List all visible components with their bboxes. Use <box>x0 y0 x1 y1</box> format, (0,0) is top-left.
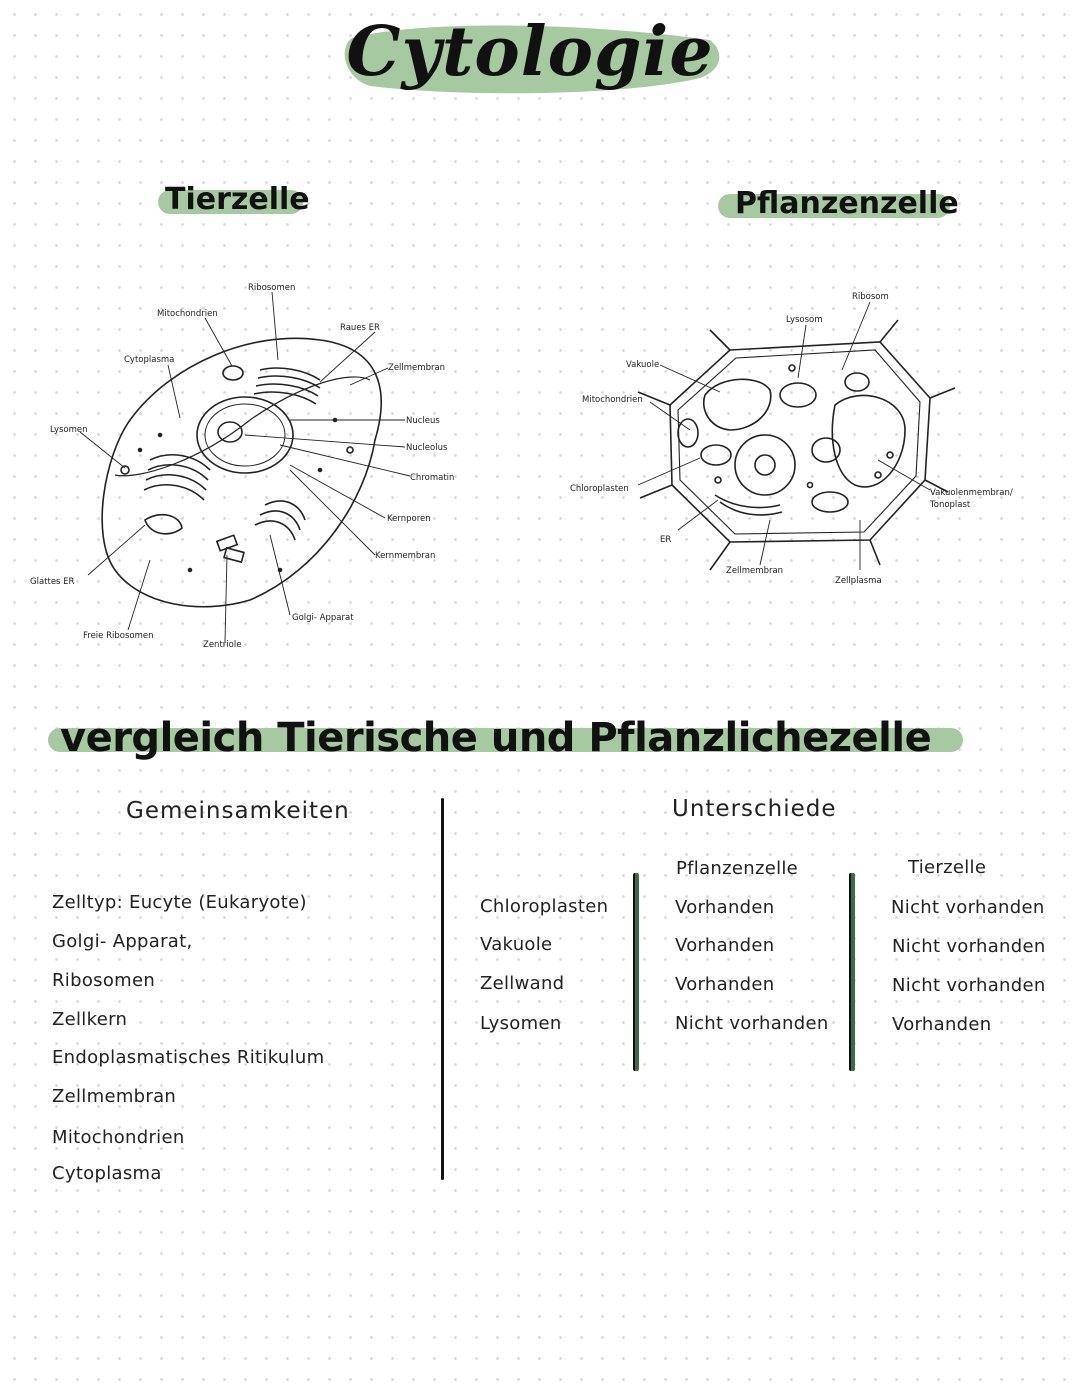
label-kernporen: Kernporen <box>387 514 431 524</box>
common-item: Ribosomen <box>52 970 156 991</box>
title-block <box>330 0 730 110</box>
label-nucleus: Nucleus <box>406 416 440 426</box>
label-chromatin: Chromatin <box>410 473 455 483</box>
feature-cell: Zellwand <box>480 973 565 994</box>
animal-cell-value: Nicht vorhanden <box>892 975 1046 996</box>
column-divider <box>441 798 444 1180</box>
label-raues-er: Raues ER <box>340 323 380 333</box>
animal-cell-diagram <box>20 270 480 670</box>
common-item: Golgi- Apparat, <box>52 931 193 952</box>
plant-cell-value: Vorhanden <box>675 974 775 995</box>
common-item: Zellkern <box>52 1009 128 1030</box>
animal-cell-value: Nicht vorhanden <box>891 897 1045 918</box>
common-item: Zelltyp: Eucyte (Eukaryote) <box>52 892 307 913</box>
label-golgi: Golgi- Apparat <box>292 613 354 623</box>
common-item: Endoplasmatisches Ritikulum <box>52 1047 325 1068</box>
common-item: Zellmembran <box>52 1086 177 1107</box>
animal-cell-value: Nicht vorhanden <box>892 936 1046 957</box>
label-zellmembran: Zellmembran <box>388 363 446 373</box>
col-header-animal: Tierzelle <box>908 857 987 878</box>
label-mitochondrien: Mitochondrien <box>157 309 218 319</box>
label-tonoplast: Tonoplast <box>930 500 971 510</box>
common-item: Cytoplasma <box>52 1163 162 1184</box>
animal-cell-value: Vorhanden <box>892 1014 992 1035</box>
label-chloroplasten: Chloroplasten <box>570 484 629 494</box>
label-cytoplasma: Cytoplasma <box>124 355 175 365</box>
label-kernmembran: Kernmembran <box>375 551 436 561</box>
plant-cell-value: Vorhanden <box>675 897 775 918</box>
plant-cell-diagram <box>560 280 1040 600</box>
label-ribosom: Ribosom <box>852 292 889 302</box>
label-zellmembran-plant: Zellmembran <box>726 566 784 576</box>
page-title: Cytologie <box>346 12 714 92</box>
plant-cell-value: Vorhanden <box>675 935 775 956</box>
feature-cell: Chloroplasten <box>480 896 609 917</box>
label-lysomen: Lysomen <box>50 425 88 435</box>
differences-heading: Unterschiede <box>672 796 837 822</box>
label-nucleolus: Nucleolus <box>406 443 448 453</box>
label-zellplasma: Zellplasma <box>835 576 882 586</box>
label-zentriole: Zentriole <box>203 640 242 650</box>
table-divider-right <box>849 873 855 1071</box>
comparison-heading: vergleich Tierische und Pflanzlichezelle <box>60 715 932 761</box>
feature-cell: Vakuole <box>480 934 553 955</box>
col-header-plant: Pflanzenzelle <box>676 858 799 879</box>
label-lysosom: Lysosom <box>786 315 823 325</box>
common-heading: Gemeinsamkeiten <box>126 798 350 824</box>
table-divider-left <box>633 873 639 1071</box>
label-glattes-er: Glattes ER <box>30 577 75 587</box>
label-ribosomen: Ribosomen <box>248 283 296 293</box>
label-vakuolenmembran: Vakuolenmembran/ <box>930 488 1013 498</box>
label-freie-ribosomen: Freie Ribosomen <box>83 631 154 641</box>
label-er: ER <box>660 535 672 545</box>
feature-cell: Lysomen <box>480 1013 562 1034</box>
plant-cell-value: Nicht vorhanden <box>675 1013 829 1034</box>
pflanzenzelle-heading: Pflanzenzelle <box>735 186 959 221</box>
label-mitochondrien-plant: Mitochondrien <box>582 395 643 405</box>
common-item: Mitochondrien <box>52 1127 185 1148</box>
label-vakuole: Vakuole <box>626 360 660 370</box>
tierzelle-heading: Tierzelle <box>165 182 310 217</box>
